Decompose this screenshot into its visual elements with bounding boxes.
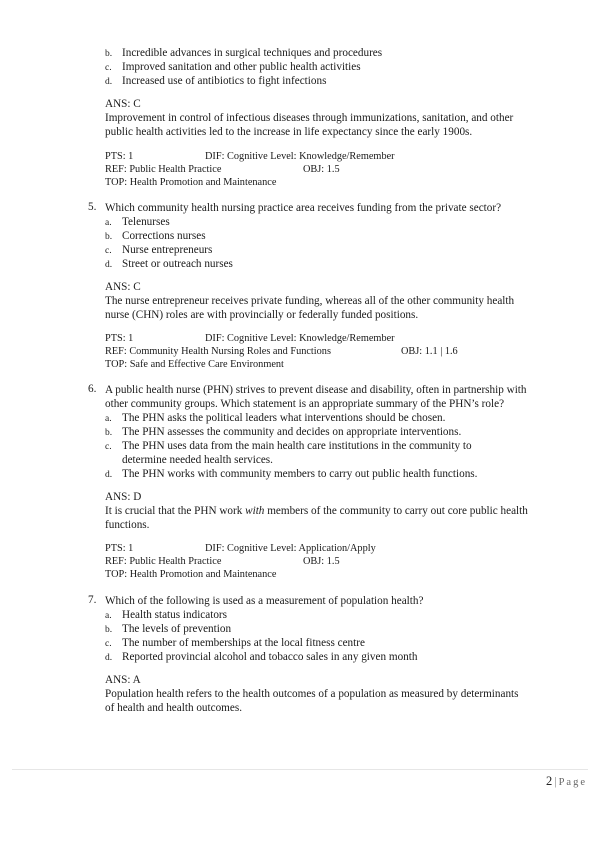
q7-rationale-line-2: of health and health outcomes. (105, 702, 243, 714)
q6-option-d: d. The PHN works with community members to carry out public health functions. (105, 468, 478, 480)
q6-dif: DIF: Cognitive Level: Application/Apply (205, 543, 376, 554)
q6-topic: TOP: Health Promotion and Maintenance (105, 569, 277, 580)
q4-answer: ANS: C (105, 98, 141, 110)
q4-topic: TOP: Health Promotion and Maintenance (105, 177, 277, 188)
q6-rationale-line-1: It is crucial that the PHN work with members of the community to carry out core public health (105, 505, 528, 517)
q7-number: 7. (88, 594, 97, 606)
q5-rationale-line-1: The nurse entrepreneur receives private funding, whereas all of the other community health (105, 295, 515, 307)
q6-option-c: c. The PHN uses data from the main health care institutions in the community to (105, 440, 472, 452)
page-footer (546, 774, 587, 789)
q7-answer: ANS: A (105, 674, 141, 686)
q5-option-b: b. Corrections nurses (105, 230, 206, 242)
q6-obj: OBJ: 1.5 (303, 556, 340, 567)
q6-number: 6. (88, 383, 97, 395)
footer-divider (12, 769, 588, 770)
q4-option-b: b. Incredible advances in surgical techniques and procedures (105, 47, 383, 59)
q4-obj: OBJ: 1.5 (303, 164, 340, 175)
q4-dif: DIF: Cognitive Level: Knowledge/Remember (205, 151, 395, 162)
q6-option-c-continuation: determine needed health services. (122, 454, 273, 466)
q5-option-c: c. Nurse entrepreneurs (105, 244, 213, 256)
q5-option-d: d. Street or outreach nurses (105, 258, 233, 270)
q7-option-b: b. The levels of prevention (105, 623, 232, 635)
q7-stem: Which of the following is used as a measurement of population health? (105, 595, 424, 607)
q5-stem: Which community health nursing practice area receives funding from the private sector? (105, 202, 502, 214)
q6-stem-line-1: A public health nurse (PHN) strives to prevent disease and disability, often in partnership with (105, 384, 527, 396)
q4-ref: REF: Public Health Practice (105, 164, 222, 175)
q4-option-d: d. Increased use of antibiotics to fight infections (105, 75, 327, 87)
q6-rationale-line-2: functions. (105, 519, 150, 531)
q6-rationale-emphasis: with (245, 505, 265, 517)
q6-option-a: a. The PHN asks the political leaders what interventions should be chosen. (105, 412, 446, 424)
page-number: 2 (546, 774, 553, 788)
q5-answer: ANS: C (105, 281, 141, 293)
q5-number: 5. (88, 201, 97, 213)
q4-rationale-line-1: Improvement in control of infectious diseases through immunizations, sanitation, and other (105, 112, 514, 124)
q4-option-c: c. Improved sanitation and other public health activities (105, 61, 361, 73)
q6-ref: REF: Public Health Practice (105, 556, 222, 567)
q6-answer: ANS: D (105, 491, 142, 503)
q7-option-d: d. Reported provincial alcohol and tobacco sales in any given month (105, 651, 418, 663)
q7-option-a: a. Health status indicators (105, 609, 228, 621)
q5-pts: PTS: 1 (105, 333, 134, 344)
q5-rationale-line-2: nurse (CHN) roles are with provincially or federally funded positions. (105, 309, 419, 321)
q5-option-a: a. Telenurses (105, 216, 170, 228)
q7-rationale-line-1: Population health refers to the health outcomes of a population as measured by determinants (105, 688, 519, 700)
footer-separator: | (554, 776, 557, 788)
q4-pts: PTS: 1 (105, 151, 134, 162)
q7-option-c: c. The number of memberships at the local fitness centre (105, 637, 365, 649)
q6-pts: PTS: 1 (105, 543, 134, 554)
q5-topic: TOP: Safe and Effective Care Environment (105, 359, 284, 370)
q6-stem-line-2: other community groups. Which statement is an appropriate summary of the PHN’s role? (105, 398, 505, 410)
q5-obj: OBJ: 1.1 | 1.6 (401, 346, 458, 357)
q5-dif: DIF: Cognitive Level: Knowledge/Remember (205, 333, 395, 344)
q4-rationale-line-2: public health activities led to the increase in life expectancy since the early 1900s. (105, 126, 473, 138)
q6-option-b: b. The PHN assesses the community and decides on appropriate interventions. (105, 426, 462, 438)
page-label: Page (558, 777, 587, 788)
q5-ref: REF: Community Health Nursing Roles and Functions (105, 346, 331, 357)
